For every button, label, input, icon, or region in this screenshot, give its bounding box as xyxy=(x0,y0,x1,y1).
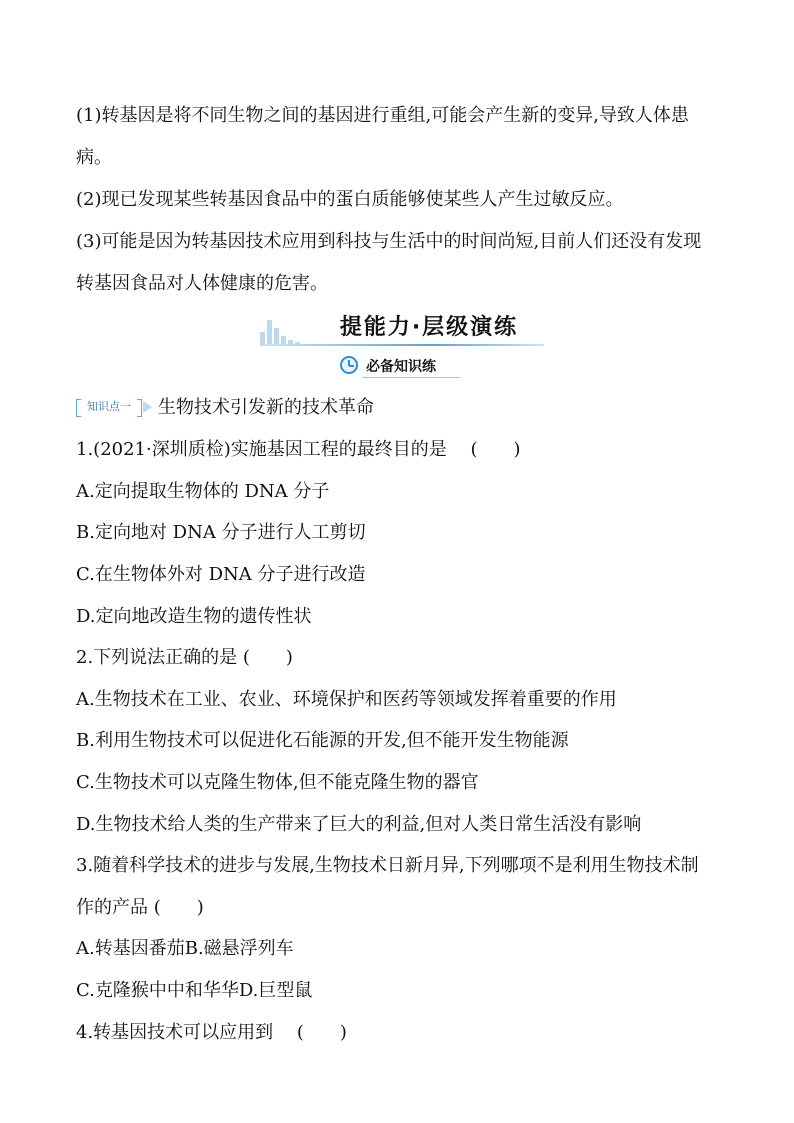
question-line: 3.随着科学技术的进步与发展,生物技术日新月异,下列哪项不是利用生物技术制 xyxy=(76,855,699,876)
option-line: D.生物技术给人类的生产带来了巨大的利益,但对人类日常生活没有影响 xyxy=(76,814,642,835)
option-line: C.在生物体外对 DNA 分子进行改造 xyxy=(76,564,366,585)
intro-line: (3)可能是因为转基因技术应用到科技与生活中的时间尚短,目前人们还没有发现 xyxy=(76,231,702,252)
question-line: 1.(2021·深圳质检)实施基因工程的最终目的是 ( ) xyxy=(76,439,521,460)
question-line: 2.下列说法正确的是 ( ) xyxy=(76,647,293,668)
subsection-heading xyxy=(338,354,460,378)
section-title: 提能力·层级演练 xyxy=(339,315,519,340)
option-line: B.定向地对 DNA 分子进行人工剪切 xyxy=(76,522,366,543)
option-line: C.生物技术可以克隆生物体,但不能克隆生物的器官 xyxy=(76,772,479,793)
option-line: A.转基因番茄B.磁悬浮列车 xyxy=(76,938,294,959)
option-line: D.定向地改造生物的遗传性状 xyxy=(76,606,312,627)
option-line: B.利用生物技术可以促进化石能源的开发,但不能开发生物能源 xyxy=(76,730,569,751)
subsection-title: 必备知识练 xyxy=(366,359,436,375)
section-banner xyxy=(258,308,544,348)
option-line: A.生物技术在工业、农业、环境保护和医药等领域发挥着重要的作用 xyxy=(76,689,617,710)
option-line: A.定向提取生物体的 DNA 分子 xyxy=(76,481,330,502)
intro-line: (2)现已发现某些转基因食品中的蛋白质能够使某些人产生过敏反应。 xyxy=(76,189,624,210)
question-line: 4.转基因技术可以应用到 ( ) xyxy=(76,1022,347,1043)
intro-line: (1)转基因是将不同生物之间的基因进行重组,可能会产生新的变异,导致人体患 xyxy=(76,105,689,126)
intro-line: 转基因食品对人体健康的危害。 xyxy=(76,273,328,294)
section-divider xyxy=(264,344,544,346)
clock-icon xyxy=(340,356,358,374)
knowledge-point-title: 生物技术引发新的技术革命 xyxy=(158,397,374,418)
arrow-right-icon xyxy=(143,401,152,413)
question-line: 作的产品 ( ) xyxy=(76,897,204,918)
subsection-underline xyxy=(362,377,460,378)
intro-line: 病。 xyxy=(76,147,112,168)
option-line: C.克隆猴中中和华华D.巨型鼠 xyxy=(76,980,313,1001)
knowledge-point-tag: 知识点一 xyxy=(76,398,142,416)
building-bars-icon xyxy=(258,316,318,346)
